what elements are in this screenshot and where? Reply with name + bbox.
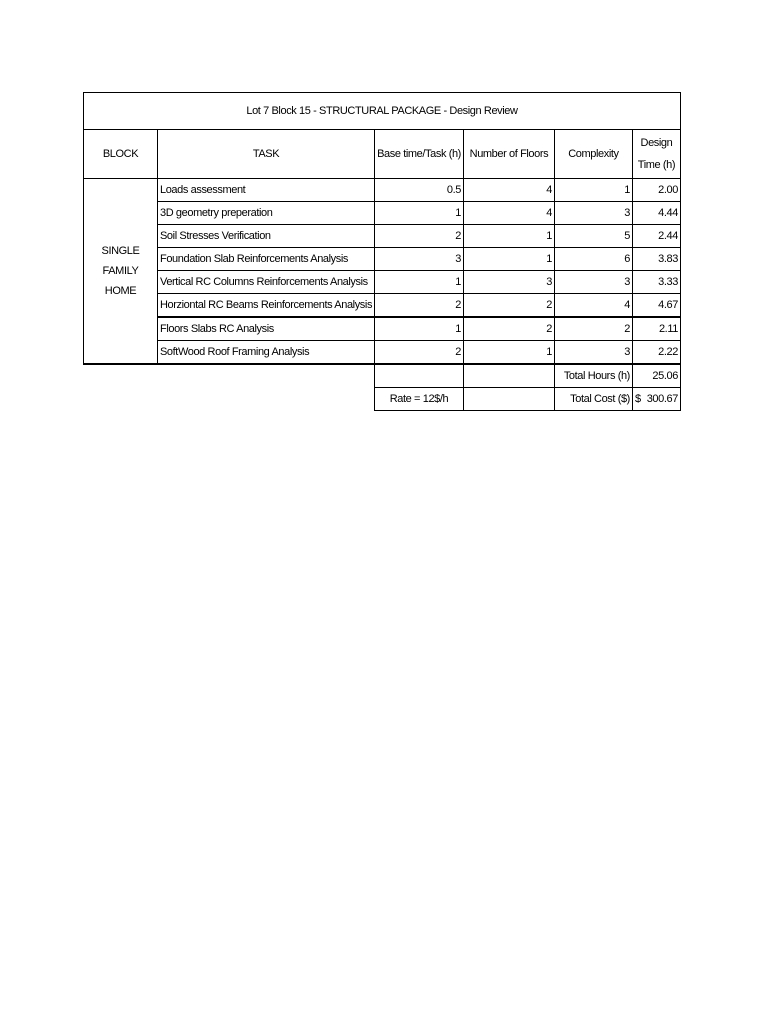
floors-cell: 4 bbox=[463, 202, 554, 225]
empty-cell bbox=[84, 364, 158, 388]
empty-cell bbox=[463, 388, 554, 411]
task-cell: Vertical RC Columns Reinforcements Analysis bbox=[158, 271, 375, 294]
complexity-cell: 4 bbox=[554, 294, 632, 318]
complexity-cell: 3 bbox=[554, 202, 632, 225]
design-time-cell: 4.44 bbox=[632, 202, 680, 225]
design-review-table bbox=[83, 92, 681, 411]
base-time-cell: 0.5 bbox=[375, 179, 464, 202]
complexity-cell: 2 bbox=[554, 317, 632, 341]
total-cost-value: 300.67 bbox=[646, 393, 678, 405]
floors-cell: 1 bbox=[463, 225, 554, 248]
table-row bbox=[84, 248, 681, 271]
block-cell bbox=[84, 179, 158, 365]
total-cost-row bbox=[84, 388, 681, 411]
empty-cell bbox=[158, 388, 375, 411]
base-time-cell: 2 bbox=[375, 341, 464, 365]
task-cell: Floors Slabs RC Analysis bbox=[158, 317, 375, 341]
design-time-cell: 4.67 bbox=[632, 294, 680, 318]
currency-symbol: $ bbox=[634, 393, 641, 405]
header-design-time-line1: Design bbox=[640, 137, 673, 149]
base-time-cell: 2 bbox=[375, 294, 464, 318]
table-row bbox=[84, 317, 681, 341]
floors-cell: 2 bbox=[463, 294, 554, 318]
base-time-cell: 2 bbox=[375, 225, 464, 248]
design-time-cell: 2.11 bbox=[632, 317, 680, 341]
table-row bbox=[84, 179, 681, 202]
total-hours-row bbox=[84, 364, 681, 388]
total-hours-value: 25.06 bbox=[632, 364, 680, 388]
complexity-cell: 3 bbox=[554, 271, 632, 294]
table-row bbox=[84, 271, 681, 294]
table-row bbox=[84, 341, 681, 365]
header-task: TASK bbox=[158, 130, 375, 179]
design-time-cell: 3.83 bbox=[632, 248, 680, 271]
block-label-line1: SINGLE FAMILY bbox=[101, 245, 140, 277]
floors-cell: 2 bbox=[463, 317, 554, 341]
design-time-cell: 2.44 bbox=[632, 225, 680, 248]
base-time-cell: 1 bbox=[375, 271, 464, 294]
total-cost-label: Total Cost ($) bbox=[554, 388, 632, 411]
base-time-cell: 1 bbox=[375, 202, 464, 225]
rate-label: Rate = 12$/h bbox=[375, 388, 464, 411]
header-block: BLOCK bbox=[84, 130, 158, 179]
task-cell: 3D geometry preperation bbox=[158, 202, 375, 225]
task-cell: Soil Stresses Verification bbox=[158, 225, 375, 248]
header-row bbox=[84, 130, 681, 179]
header-base-time: Base time/Task (h) bbox=[375, 130, 464, 179]
task-cell: SoftWood Roof Framing Analysis bbox=[158, 341, 375, 365]
design-time-cell: 2.22 bbox=[632, 341, 680, 365]
total-cost-cell bbox=[632, 388, 680, 411]
complexity-cell: 6 bbox=[554, 248, 632, 271]
design-time-cell: 2.00 bbox=[632, 179, 680, 202]
title-row bbox=[84, 93, 681, 130]
complexity-cell: 1 bbox=[554, 179, 632, 202]
task-cell: Horziontal RC Beams Reinforcements Analysis bbox=[158, 294, 375, 318]
empty-cell bbox=[463, 364, 554, 388]
base-time-cell: 3 bbox=[375, 248, 464, 271]
floors-cell: 4 bbox=[463, 179, 554, 202]
complexity-cell: 3 bbox=[554, 341, 632, 365]
header-design-time bbox=[632, 130, 680, 179]
block-label-line2: HOME bbox=[104, 285, 137, 297]
table-title: Lot 7 Block 15 - STRUCTURAL PACKAGE - Design Review bbox=[84, 93, 681, 130]
task-cell: Foundation Slab Reinforcements Analysis bbox=[158, 248, 375, 271]
header-floors: Number of Floors bbox=[463, 130, 554, 179]
floors-cell: 1 bbox=[463, 248, 554, 271]
header-design-time-line2: Time (h) bbox=[637, 159, 676, 171]
table-row bbox=[84, 225, 681, 248]
complexity-cell: 5 bbox=[554, 225, 632, 248]
total-hours-label: Total Hours (h) bbox=[554, 364, 632, 388]
empty-cell bbox=[375, 364, 464, 388]
empty-cell bbox=[158, 364, 375, 388]
design-time-cell: 3.33 bbox=[632, 271, 680, 294]
task-cell: Loads assessment bbox=[158, 179, 375, 202]
floors-cell: 1 bbox=[463, 341, 554, 365]
table-row bbox=[84, 202, 681, 225]
header-complexity: Complexity bbox=[554, 130, 632, 179]
floors-cell: 3 bbox=[463, 271, 554, 294]
base-time-cell: 1 bbox=[375, 317, 464, 341]
empty-cell bbox=[84, 388, 158, 411]
table-row bbox=[84, 294, 681, 318]
